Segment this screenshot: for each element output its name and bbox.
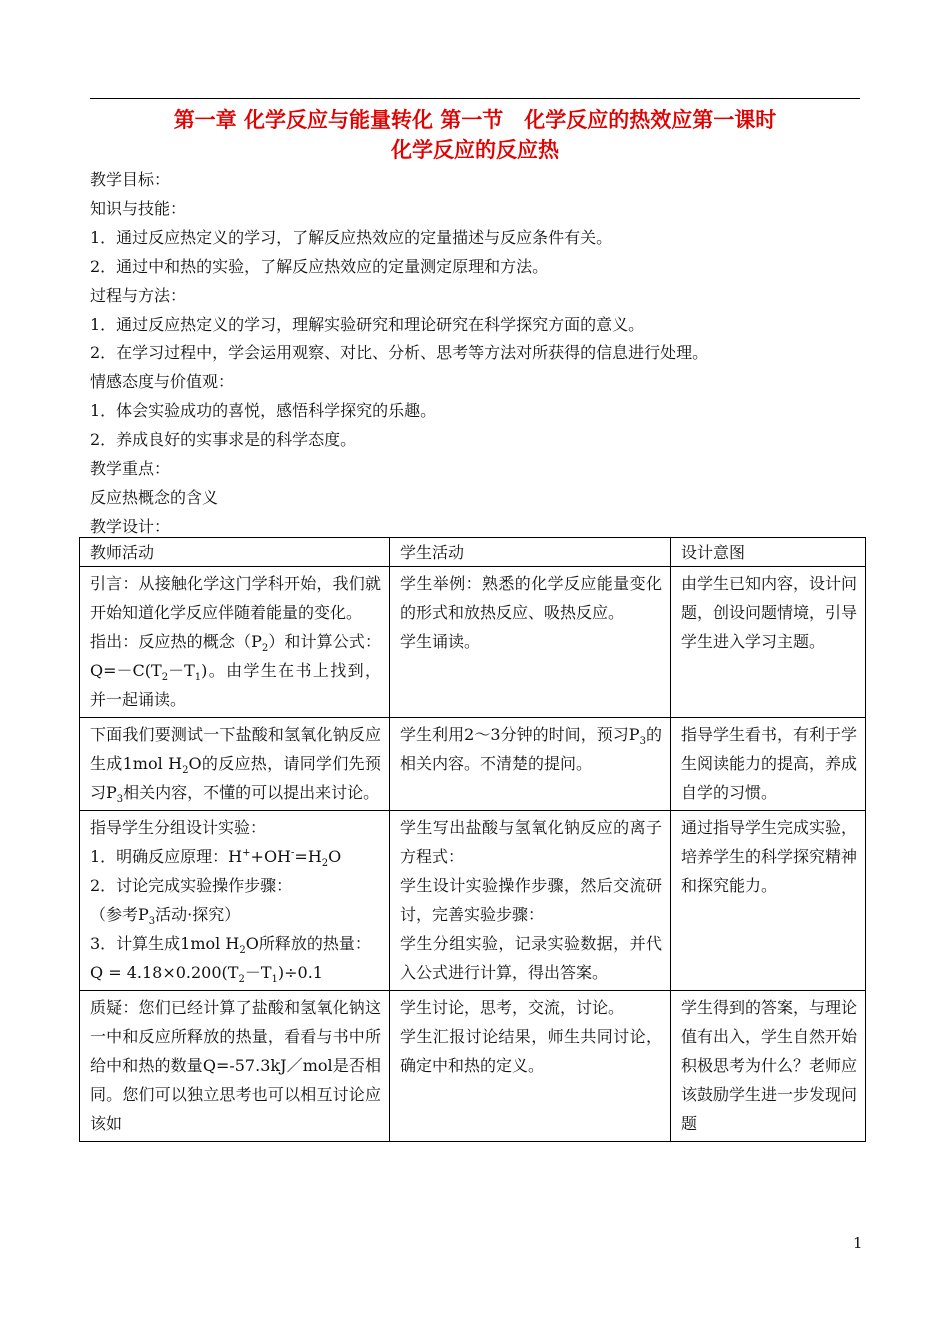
process-item: 1．通过反应热定义的学习，理解实验研究和理论研究在科学探究方面的意义。 — [90, 314, 645, 334]
attitude-item: 1．体会实验成功的喜悦，感悟科学探究的乐趣。 — [90, 401, 437, 421]
teaching-design-table — [79, 537, 866, 1142]
header-student-activity: 学生活动 — [390, 538, 671, 567]
table-row — [80, 567, 866, 718]
student-equation: 学生写出盐酸与氢氧化钠反应的离子方程式： — [400, 818, 662, 866]
student-discussion: 学生讨论，思考，交流，讨论。 — [400, 998, 625, 1017]
design-intent-cell: 由学生已知内容，设计问题，创设问题情境，引导学生进入学习主题。 — [671, 567, 866, 718]
knowledge-heading: 知识与技能： — [90, 198, 187, 218]
process-item: 2．在学习过程中，学会运用观察、对比、分析、思考等方法对所获得的信息进行处理。 — [90, 343, 709, 363]
process-heading: 过程与方法： — [90, 285, 187, 305]
teacher-point: 指出：反应热的概念$(P_2)$和计算公式：$Q=-C(T_2-T_1)$。由学生在书上找到，并一起诵读。 — [90, 632, 381, 709]
reaction-principle: 1．明确反应原理：$H^++OH^-=H_2O$ — [90, 847, 342, 870]
attitude-item: 2．养成良好的实事求是的科学态度。 — [90, 430, 357, 450]
calculation-step: 3．计算生成1mol $H_2O$所释放的热量： — [90, 934, 371, 957]
reference-note: （参考$P_3$活动·探究） — [90, 905, 241, 928]
experiment-guidance: 指导学生分组设计实验： — [90, 818, 267, 837]
teacher-intro: 引言：从接触化学这门学科开始，我们就开始知道化学反应伴随着能量的变化。 — [90, 574, 381, 622]
student-recite: 学生诵读。 — [400, 632, 481, 651]
page-number: 1 — [853, 1234, 863, 1252]
student-report: 学生汇报讨论结果，师生共同讨论，确定中和热的定义。 — [400, 1027, 662, 1075]
heat-formula: $Q = 4.18\times 0.200(T_2-T_1)\div 0.1$ — [90, 963, 323, 986]
design-intent-cell: 学生得到的答案，与理论值有出入，学生自然开始积极思考为什么？老师应该鼓励学生进一步发现问题 — [671, 991, 866, 1142]
design-heading: 教学设计： — [90, 516, 171, 536]
document-subtitle: 化学反应的反应热 — [391, 138, 559, 162]
teacher-activity-cell: 质疑：您们已经计算了盐酸和氢氧化钠这一中和反应所释放的热量，看看与书中所给中和热的数量Q=-57.3kJ／mol是否相同。您们可以独立思考也可以相互讨论应该如 — [80, 991, 390, 1142]
header-rule — [90, 98, 860, 99]
knowledge-item: 1．通过反应热定义的学习，了解反应热效应的定量描述与反应条件有关。 — [90, 227, 613, 247]
table-row — [80, 811, 866, 991]
key-point-heading: 教学重点： — [90, 459, 171, 479]
design-intent-cell: 指导学生看书，有利于学生阅读能力的提高，养成自学的习惯。 — [671, 718, 866, 811]
student-activity-cell — [390, 991, 671, 1142]
table-row — [80, 991, 866, 1142]
table-header-row — [80, 538, 866, 567]
document-title: 第一章 化学反应与能量转化 第一节 化学反应的热效应第一课时 — [173, 108, 777, 132]
key-point-text: 反应热概念的含义 — [90, 487, 219, 507]
student-activity-cell — [390, 811, 671, 991]
teacher-activity-cell: 下面我们要测试一下盐酸和氢氧化钠反应生成1mol $H_2O$的反应热，请同学们先预习$P_3$相关内容，不懂的可以提出来讨论。 — [80, 718, 390, 811]
header-teacher-activity: 教师活动 — [80, 538, 390, 567]
header-design-intent: 设计意图 — [671, 538, 866, 567]
design-intent-cell: 通过指导学生完成实验，培养学生的科学探究精神和探究能力。 — [671, 811, 866, 991]
student-activity-cell: 学生利用2～3分钟的时间，预习$P_3$的相关内容。不清楚的提问。 — [390, 718, 671, 811]
objectives-heading: 教学目标： — [90, 170, 171, 189]
table-row — [80, 718, 866, 811]
student-design: 学生设计实验操作步骤，然后交流研讨，完善实验步骤： — [400, 876, 662, 924]
student-activity-cell — [390, 567, 671, 718]
objectives-section — [90, 166, 860, 542]
discussion-step: 2．讨论完成实验操作步骤： — [90, 876, 293, 895]
teacher-activity-cell — [80, 811, 390, 991]
teacher-activity-cell — [80, 567, 390, 718]
attitude-heading: 情感态度与价值观： — [90, 372, 235, 392]
student-experiment: 学生分组实验，记录实验数据，并代入公式进行计算，得出答案。 — [400, 934, 662, 982]
student-example: 学生举例：熟悉的化学反应能量变化的形式和放热反应、吸热反应。 — [400, 574, 662, 622]
knowledge-item: 2．通过中和热的实验，了解反应热效应的定量测定原理和方法。 — [90, 256, 549, 276]
